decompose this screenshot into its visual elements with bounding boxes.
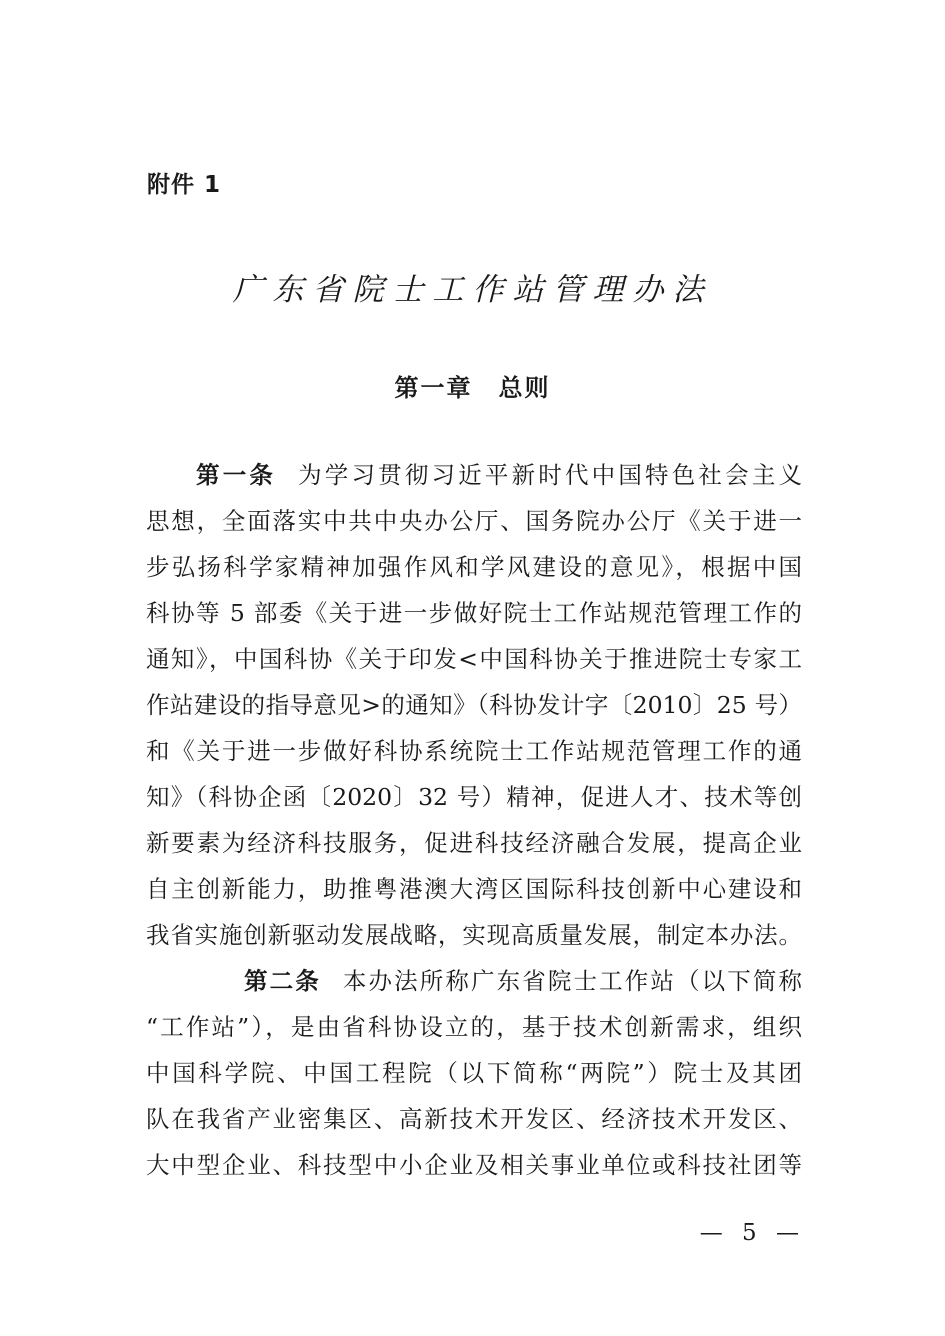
- article-1-line: 第一条 为学习贯彻习近平新时代中国特色社会主义: [196, 461, 803, 489]
- article-1-line: 步弘扬科学家精神加强作风和学风建设的意见》，根据中国: [146, 553, 802, 581]
- article-1-line: 新要素为经济科技服务，促进科技经济融合发展，提高企业: [146, 829, 802, 857]
- article-1-line: 作站建设的指导意见>的通知》（科协发计字〔2010〕25 号）: [146, 691, 802, 719]
- article-2-line: 第二条 本办法所称广东省院士工作站（以下简称: [244, 967, 802, 995]
- article-2-line: 大中型企业、科技型中小企业及相关事业单位或科技社团等: [146, 1151, 802, 1179]
- article-1-label: 第一条: [196, 461, 277, 489]
- article-1-line: 科协等 5 部委《关于进一步做好院士工作站规范管理工作的: [146, 599, 802, 627]
- document-title: 广东省院士工作站管理办法: [232, 272, 713, 308]
- document-body: [146, 458, 802, 1194]
- article-2-line: 队在我省产业密集区、高新技术开发区、经济技术开发区、: [146, 1105, 802, 1133]
- article-1-line: 和《关于进一步做好科协系统院士工作站规范管理工作的通: [146, 737, 802, 765]
- page-number: — 5 —: [699, 1220, 805, 1246]
- article-2-line: “工作站”），是由省科协设立的，基于技术创新需求，组织: [146, 1013, 802, 1041]
- article-1-line: 自主创新能力，助推粤港澳大湾区国际科技创新中心建设和: [146, 875, 802, 903]
- article-2-label: 第二条: [244, 967, 321, 995]
- article-2-line: 中国科学院、中国工程院（以下简称“两院”）院士及其团: [146, 1059, 802, 1087]
- chapter-heading: 第一章 总则: [394, 373, 551, 402]
- article-1-line: 思想，全面落实中共中央办公厅、国务院办公厅《关于进一: [146, 507, 802, 535]
- article-1-line: 知》（科协企函〔2020〕32 号）精神，促进人才、技术等创: [146, 783, 802, 811]
- attachment-label: 附件 1: [147, 172, 222, 198]
- article-1-line: 我省实施创新驱动发展战略，实现高质量发展，制定本办法。: [146, 921, 802, 949]
- article-1-line: 通知》，中国科协《关于印发<中国科协关于推进院士专家工: [146, 645, 802, 673]
